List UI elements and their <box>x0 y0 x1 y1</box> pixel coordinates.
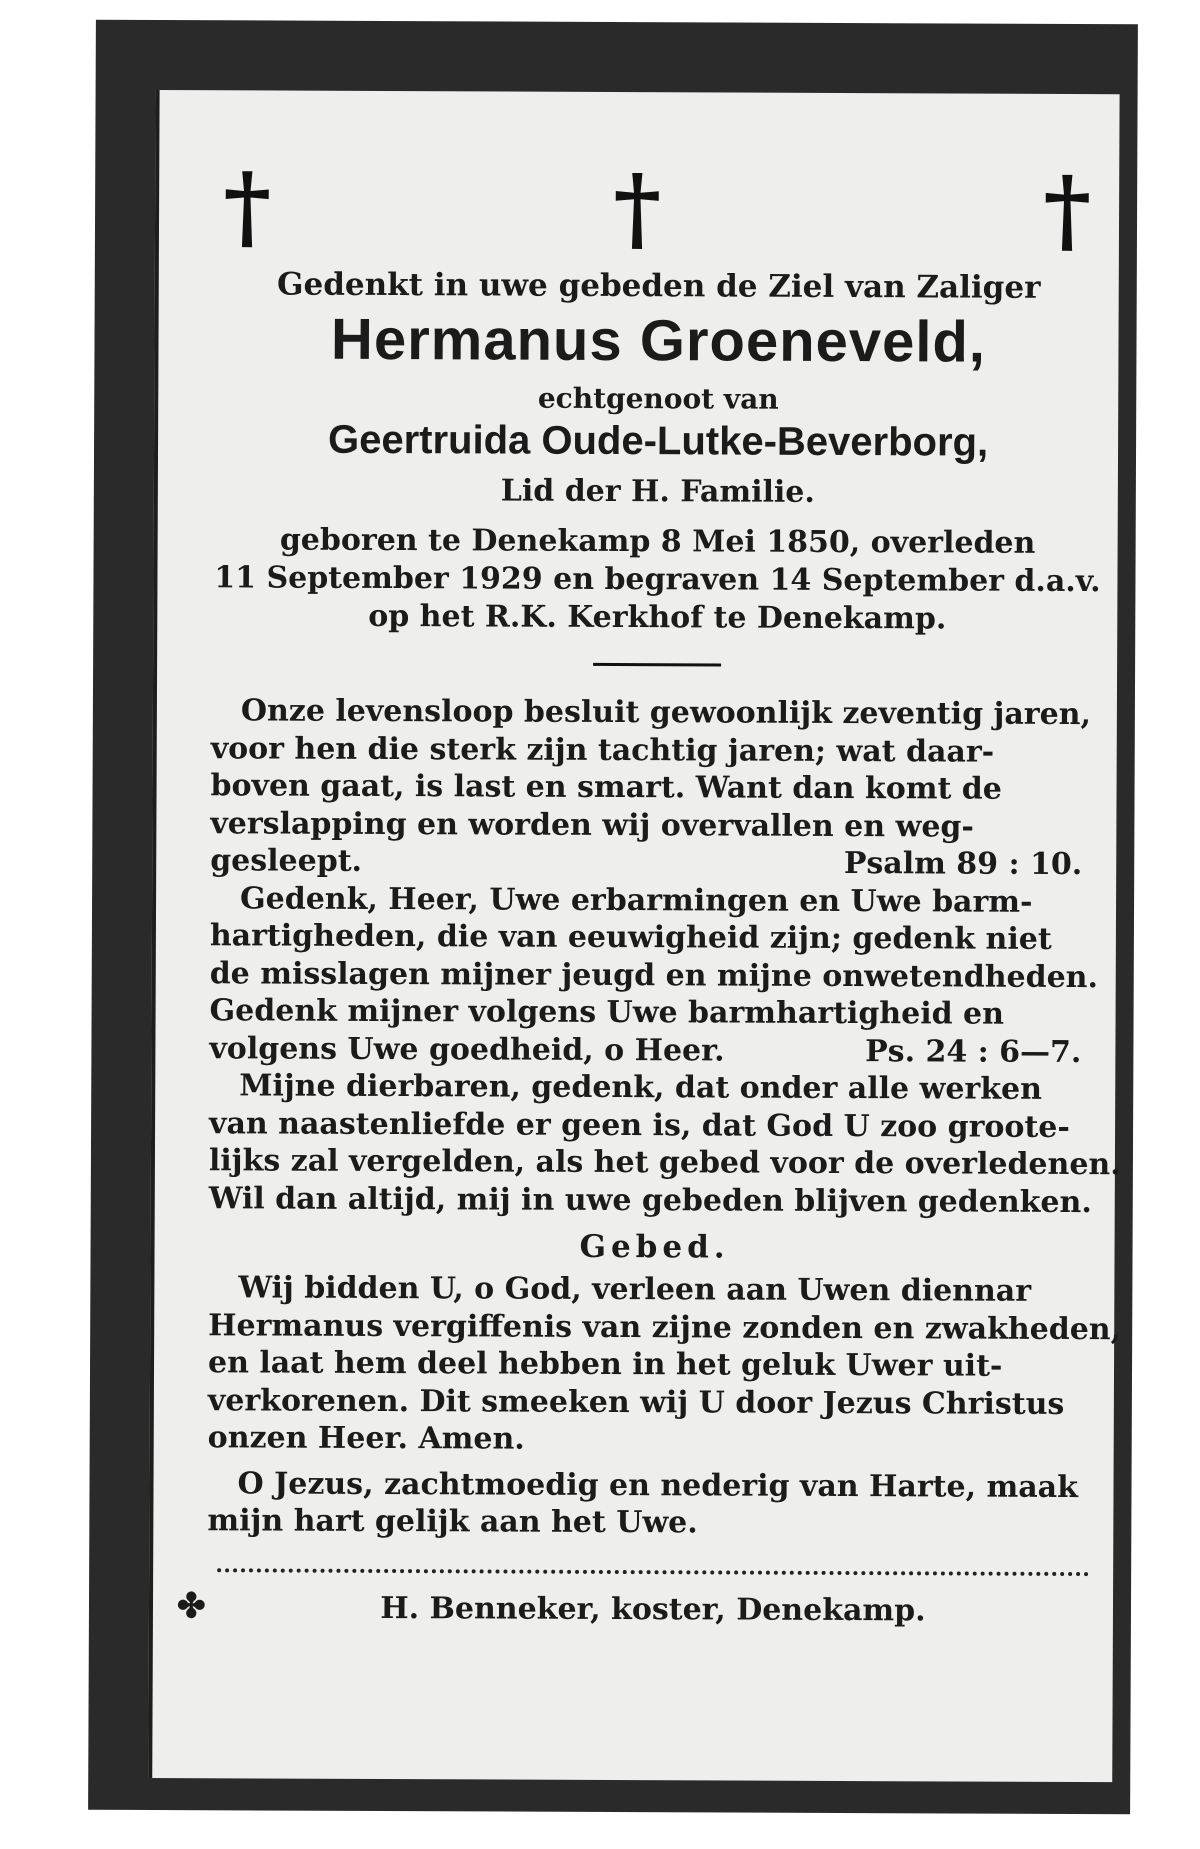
psalm-24-verse <box>209 880 1102 1071</box>
verse-reference-line <box>209 1030 1101 1071</box>
prayer-line: O Jezus, zachtmoedig en nederig van Harte, maak <box>237 1465 1079 1505</box>
dates-line: 11 September 1929 en begraven 14 September d.a.v. <box>214 560 1101 600</box>
spouse-label: echtgenoot van <box>537 381 779 416</box>
verse-line: verslapping en worden wij overvallen en weg- <box>210 805 974 845</box>
verse-reference: Psalm 89 : 10. <box>843 846 1083 883</box>
verse-line: Onze levensloop besluit gewoonlijk zeventig jaren, <box>240 693 1092 733</box>
cross-row <box>213 152 1105 265</box>
ornament-icon: ✤ <box>176 1585 206 1626</box>
verse-line: gesleept. <box>210 843 363 879</box>
prayer-paragraph <box>207 1269 1122 1460</box>
membership-line: Lid der H. Familie. <box>500 473 815 510</box>
verse-line: Gedenk mijner volgens Uwe barmhartigheid en <box>209 993 1005 1032</box>
verse-line: voor hen die sterk zijn tachtig jaren; wat daar- <box>210 730 995 770</box>
closing-prayer <box>207 1465 1099 1544</box>
printer-credit: H. Benneker, koster, Denekamp. <box>380 1590 926 1628</box>
verse-line: van naastenliefde er geen is, dat God U zoo groote- <box>209 1105 1070 1145</box>
deceased-name: Hermanus Groeneveld, <box>330 306 987 375</box>
prayer-line: verkorenen. Dit smeeken wij U door Jezus Christus <box>207 1382 1065 1422</box>
divider-dotted <box>217 1568 1089 1576</box>
verse-line: volgens Uwe goedheid, o Heer. <box>209 1030 725 1068</box>
verse-line: hartigheden, die van eeuwigheid zijn; gedenk niet <box>209 918 1052 957</box>
verse-reference-line <box>210 842 1102 883</box>
printer-footer <box>176 1585 1099 1629</box>
memorial-card <box>88 20 1138 1815</box>
verse-line: Mijne dierbaren, gedenk, dat onder alle werken <box>239 1068 1043 1107</box>
prayer-line: mijn hart gelijk aan het Uwe. <box>207 1503 698 1541</box>
verse-line: boven gaat, is last en smart. Want dan komt de <box>210 768 1002 807</box>
prayer-line: Hermanus vergiffenis van zijne zonden en zwakheden, <box>208 1307 1122 1347</box>
prayer-line: Wij bidden U, o God, verleen aan Uwen diennar <box>238 1270 1032 1309</box>
verse-line: lijks zal vergelden, als het gebed voor de overledenen. <box>208 1143 1121 1183</box>
cross-icon-left: † <box>222 152 272 261</box>
dates-block <box>211 521 1103 639</box>
verse-reference: Ps. 24 : 6—7. <box>865 1033 1082 1070</box>
verse-line: de misslagen mijner jeugd en mijne onwetendheden. <box>209 955 1099 995</box>
verse-line: Wil dan altijd, mij in uwe gebeden blijven gedenken. <box>208 1180 1092 1220</box>
verse-line: Gedenk, Heer, Uwe erbarmingen en Uwe barm- <box>240 880 1033 920</box>
prayer-title: Gebed. <box>579 1228 730 1266</box>
dates-line: op het R.K. Kerkhof te Denekamp. <box>368 598 947 637</box>
spouse-name: Geertruida Oude-Lutke-Beverborg, <box>327 417 989 465</box>
psalm-89-verse <box>210 692 1103 883</box>
card-content <box>176 152 1122 1628</box>
exhortation-paragraph <box>208 1067 1121 1221</box>
card-body <box>148 90 1122 1782</box>
prayer-line: onzen Heer. Amen. <box>207 1420 525 1457</box>
cross-icon-center: † <box>612 153 662 263</box>
intro-line: Gedenkt in uwe gebeden de Ziel van Zaliger <box>276 266 1041 306</box>
divider-short <box>593 663 721 667</box>
cross-icon-right: † <box>1042 155 1092 265</box>
dates-line: geboren te Denekamp 8 Mei 1850, overleden <box>279 522 1036 561</box>
prayer-line: en laat hem deel hebben in het geluk Uwer uit- <box>207 1345 1003 1384</box>
